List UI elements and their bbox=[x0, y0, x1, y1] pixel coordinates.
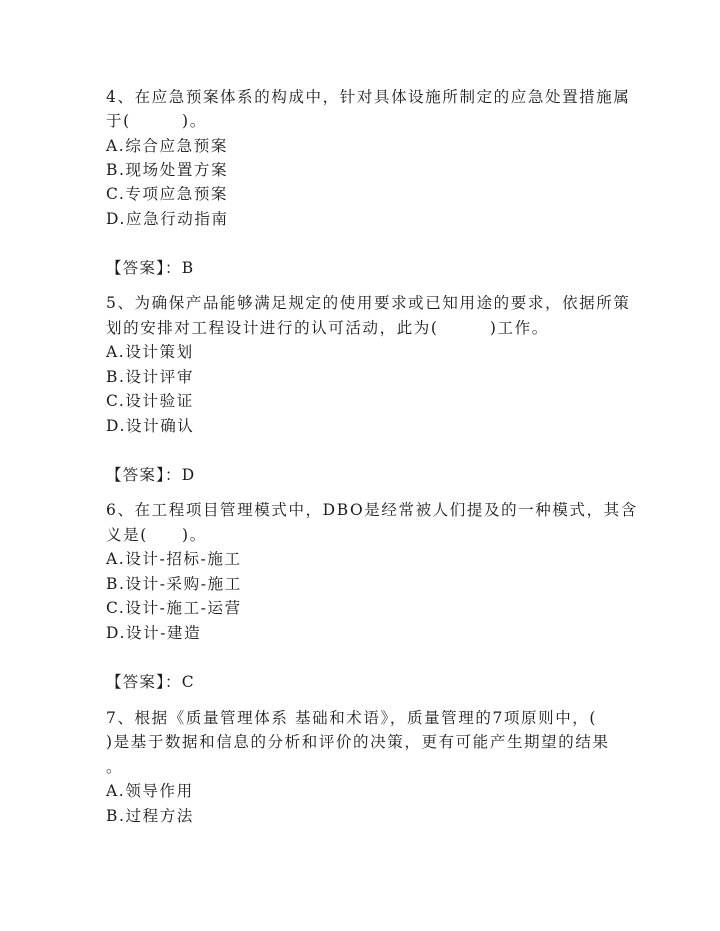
question-6-answer: 【答案】：C bbox=[106, 673, 195, 691]
question-5-option-b: B.设计评审 bbox=[106, 368, 194, 386]
question-4-stem-line-1: 4、在应急预案体系的构成中，针对具体设施所制定的应急处置措施属 bbox=[106, 88, 631, 106]
question-6-stem-line-1: 6、在工程项目管理模式中，DBO是经常被人们提及的一种模式，其含 bbox=[106, 501, 638, 519]
question-7-option-b: B.过程方法 bbox=[106, 807, 194, 825]
question-7-stem-line-2: )是基于数据和信息的分析和评价的决策，更有可能产生期望的结果 bbox=[106, 733, 610, 751]
question-7-option-a: A.领导作用 bbox=[106, 782, 194, 800]
question-5-stem-line-2: 划的安排对工程设计进行的认可活动，此为( )工作。 bbox=[106, 319, 549, 337]
question-5-stem-line-1: 5、为确保产品能够满足规定的使用要求或已知用途的要求，依据所策 bbox=[106, 294, 631, 312]
question-5-option-d: D.设计确认 bbox=[106, 417, 195, 435]
question-4-option-d: D.应急行动指南 bbox=[106, 210, 229, 228]
question-6-stem-line-2: 义是( )。 bbox=[106, 526, 207, 544]
question-5-option-c: C.设计验证 bbox=[106, 392, 194, 410]
question-6-option-c: C.设计-施工-运营 bbox=[106, 599, 242, 617]
question-7-stem-line-3: 。 bbox=[106, 758, 124, 776]
question-5-option-a: A.设计策划 bbox=[106, 343, 194, 361]
question-7-stem-line-1: 7、根据《质量管理体系 基础和术语》，质量管理的7项原则中，( bbox=[106, 709, 598, 727]
question-6-option-d: D.设计-建造 bbox=[106, 624, 202, 642]
question-4-answer: 【答案】：B bbox=[106, 259, 195, 277]
question-4-option-a: A.综合应急预案 bbox=[106, 137, 228, 155]
question-4-option-c: C.专项应急预案 bbox=[106, 185, 229, 203]
question-6-option-a: A.设计-招标-施工 bbox=[106, 550, 242, 568]
question-6-option-b: B.设计-采购-施工 bbox=[106, 575, 242, 593]
question-5-answer: 【答案】：D bbox=[106, 466, 196, 484]
question-4-option-b: B.现场处置方案 bbox=[106, 161, 229, 179]
question-4-stem-line-2: 于( )。 bbox=[106, 112, 207, 130]
